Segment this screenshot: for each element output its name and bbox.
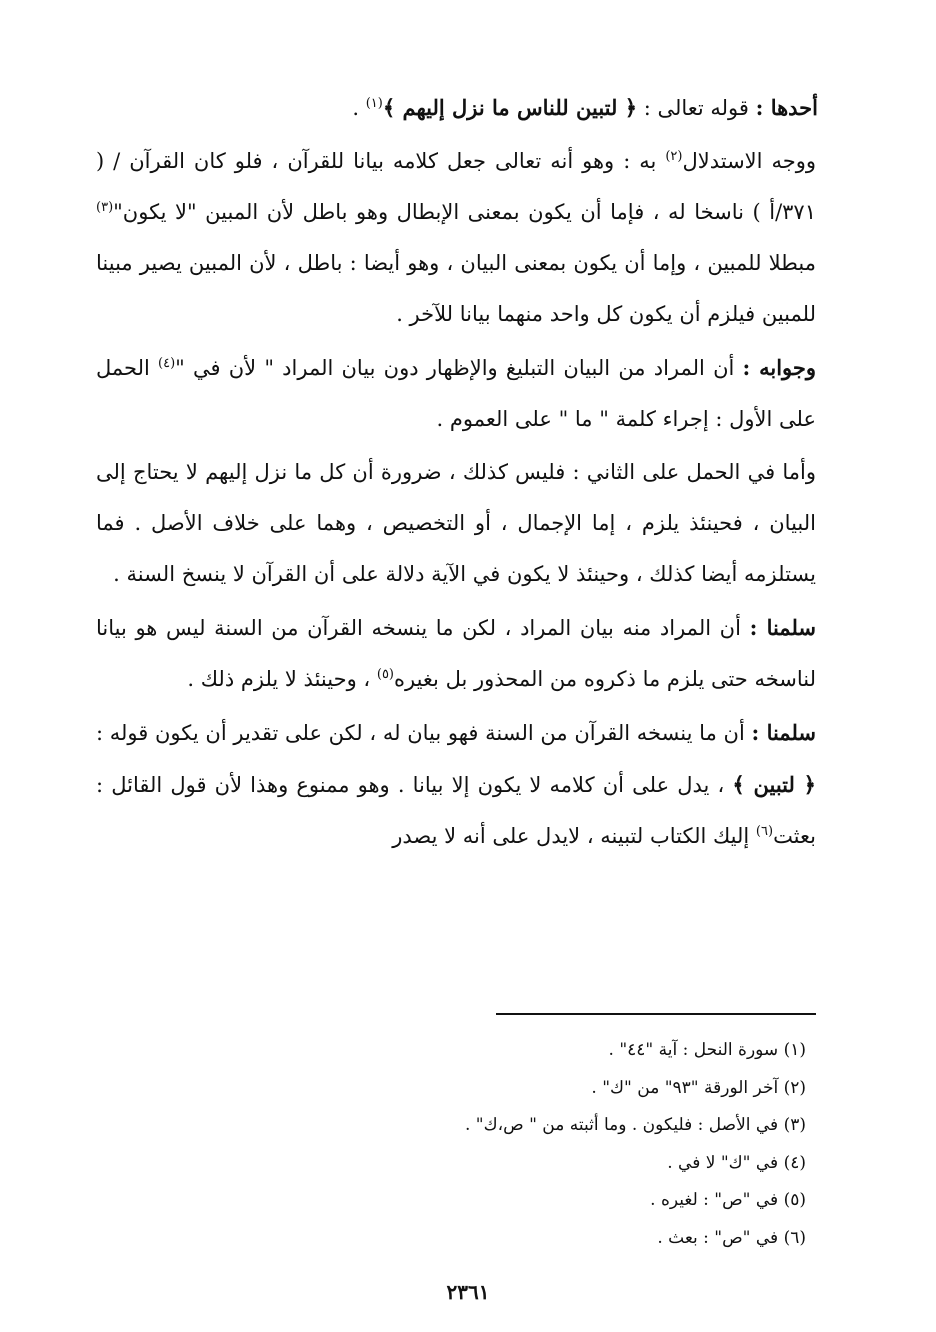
paragraph-lead: سلمنا : [749, 615, 816, 640]
paragraph-text: ، يدل على أن كلامه لا يكون إلا بيانا . وهو ممنوع وهذا لأن قول القائل : بعثت [96, 773, 816, 848]
paragraph-text: . [352, 96, 366, 120]
footnotes [300, 1032, 806, 1257]
paragraph-4 [96, 447, 816, 600]
paragraph-text: أن المراد منه بيان المراد ، لكن ما ينسخه القرآن من السنة ليس هو بيانا لناسخه حتى يلزم ما ذكروه من المحذور بل بغيره [96, 616, 816, 691]
footnote-1: (١) سورة النحل : آية "٤٤" . [608, 1040, 806, 1060]
paragraph-lead: سلمنا : [751, 720, 816, 745]
footnote-6: (٦) في "ص" : بعث . [657, 1227, 806, 1248]
main-text [96, 82, 816, 864]
paragraph-3 [96, 342, 816, 445]
paragraph-text: به : وهو أنه تعالى جعل كلامه بيانا للقرآن ، فلو كان القرآن / ( ٣٧١/أ ) ناسخا له ، فإما أن يكون بمعنى الإبطال وهو باطل لأن المبين "لا يكون" [96, 149, 816, 224]
paragraph-text: ووجه الاستدلال [682, 149, 816, 173]
paragraph-1 [96, 82, 816, 134]
paragraph-text: الحمل على الأول : إجراء كلمة " ما " على العموم . [96, 356, 816, 431]
paragraph-2 [96, 136, 816, 340]
footnote-marker: (١) [365, 96, 383, 111]
paragraph-6 [96, 707, 816, 862]
paragraph-text: أن ما ينسخه القرآن من السنة فهو بيان له ، لكن على تقدير أن يكون قوله : [96, 721, 752, 745]
footnote-marker: (٢) [665, 149, 683, 164]
footnote-separator [496, 1013, 816, 1015]
footnote-5: (٥) في "ص" : لغيره . [650, 1190, 806, 1210]
page-number: ٢٣٦١ [446, 1280, 490, 1304]
quran-verse: ﴿ لتبين ﴾ [732, 772, 816, 797]
paragraph-5 [96, 602, 816, 705]
footnote-marker: (٣) [96, 200, 114, 215]
paragraph-lead: أحدها : [755, 95, 818, 120]
footnote-4: (٤) في "ك" لا في . [667, 1152, 806, 1173]
paragraph-text: إليك الكتاب لتبينه ، لايدل على أنه لا يصدر [392, 824, 756, 848]
paragraph-text: قوله تعالى : [637, 96, 756, 120]
paragraph-text: مبطلا للمبين ، وإما أن يكون بمعنى البيان ، وهو أيضا : باطل ، لأن المبين يصير مبينا للمبين فيلزم أن يكون كل واحد منهما بيانا للآخر . [96, 251, 816, 326]
footnote-marker: (٤) [158, 356, 176, 371]
footnote-marker: (٦) [755, 824, 774, 839]
paragraph-text: أن المراد من البيان التبليغ والإظهار دون بيان المراد " لأن في " [175, 356, 743, 380]
footnote-marker: (٥) [376, 667, 394, 682]
footnote-2: (٢) آخر الورقة "٩٣" من "ك" . [591, 1077, 806, 1098]
paragraph-text: ، وحينئذ لا يلزم ذلك . [187, 667, 377, 691]
footnote-3: (٣) في الأصل : فليكون . وما أثبته من " ص،ك" . [464, 1115, 806, 1135]
paragraph-text: وأما في الحمل على الثاني : فليس كذلك ، ضرورة أن كل ما نزل إليهم لا يحتاج إلى البيان ، فحينئذ يلزم ، إما الإجمال ، أو التخصيص ، وهما على خلاف الأصل . فما يستلزمه أيضا كذلك ، وحينئذ لا يكون في الآية دلالة على أن القرآن لا ينسخ السنة . [96, 460, 816, 586]
paragraph-lead: وجوابه : [742, 355, 816, 380]
quran-verse: ﴿ لتبين للناس ما نزل إليهم ﴾ [382, 95, 638, 120]
